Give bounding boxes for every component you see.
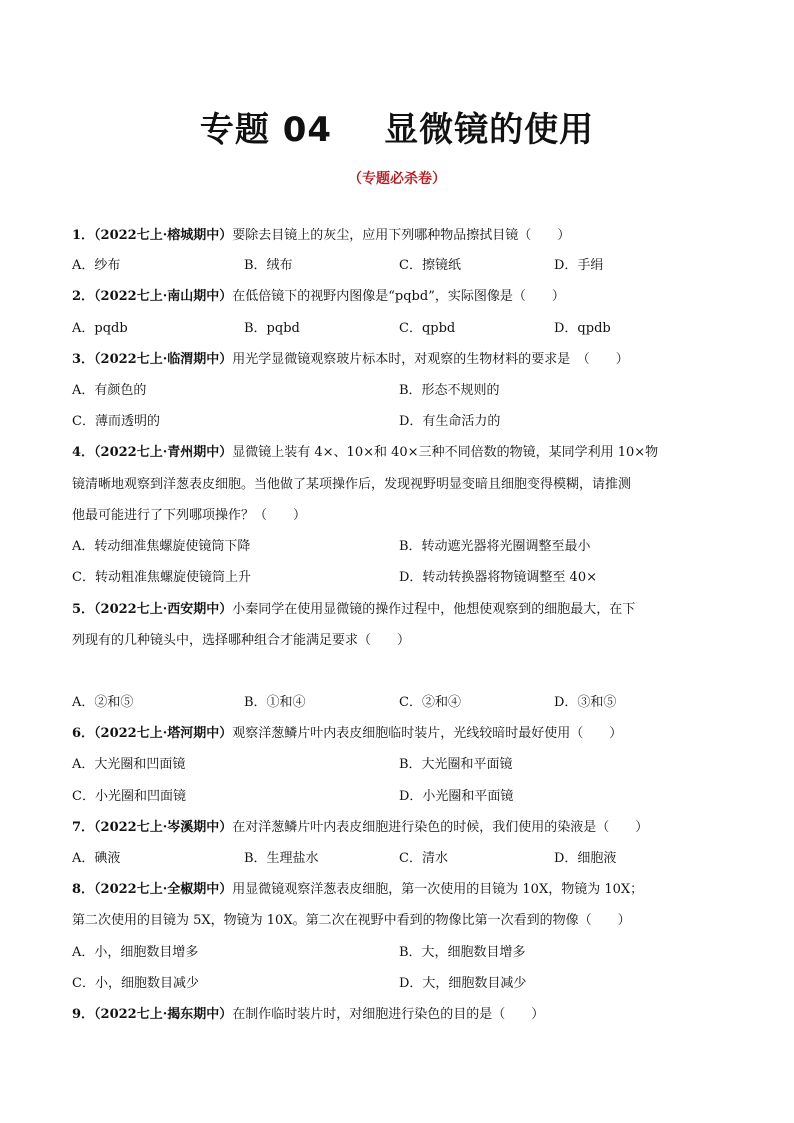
q7-option-d: D．细胞液 <box>554 851 617 866</box>
q8-option-d: D．大，细胞数目减少 <box>399 976 527 991</box>
q2-option-a: A．pqdb <box>72 321 128 336</box>
question-4-line-3: 他最可能进行了下列哪项操作？（ ） <box>72 508 307 523</box>
q4-option-c: C．转动粗准焦螺旋使镜筒上升 <box>72 570 251 585</box>
q3-option-c: C．薄而透明的 <box>72 414 160 429</box>
q1-option-a: A．纱布 <box>72 258 121 273</box>
title-topic: 显微镜的使用 <box>384 110 595 150</box>
q5-option-d: D．③和⑤ <box>554 695 617 710</box>
question-9: 9．（2022七上·揭东期中）在制作临时装片时，对细胞进行染色的目的是（ ） <box>72 1007 545 1022</box>
q8-option-a: A．小，细胞数目增多 <box>72 945 199 960</box>
q3-option-b: B．形态不规则的 <box>399 383 500 398</box>
q6-option-c: C．小光圈和凹面镜 <box>72 789 186 804</box>
q5-option-c: C．②和④ <box>399 695 461 710</box>
page-subtitle: （专题必杀卷） <box>348 171 446 187</box>
question-6: 6．（2022七上·塔河期中）观察洋葱鳞片叶内表皮细胞临时装片，光线较暗时最好使用（ ） <box>72 726 623 741</box>
q5-option-a: A．②和⑤ <box>72 695 134 710</box>
q3-option-a: A．有颜色的 <box>72 383 147 398</box>
question-1: 1．（2022七上·榕城期中）要除去目镜上的灰尘，应用下列哪种物品擦拭目镜（ ） <box>72 228 571 243</box>
q4-option-b: B．转动遮光器将光圈调整至最小 <box>399 539 591 554</box>
q2-option-d: D．qpdb <box>554 321 611 336</box>
question-3: 3．（2022七上·临渭期中）用光学显微镜观察玻片标本时，对观察的生物材料的要求是 （ ） <box>72 352 629 367</box>
q4-option-a: A．转动细准焦螺旋使镜筒下降 <box>72 539 251 554</box>
question-4-line-2: 镜清晰地观察到洋葱表皮细胞。当他做了某项操作后，发现视野明显变暗且细胞变得模糊，请推测 <box>72 477 632 492</box>
q6-option-a: A．大光圈和凹面镜 <box>72 757 186 772</box>
q2-option-b: B．pqbd <box>244 321 300 336</box>
q2-option-c: C．qpbd <box>399 321 456 336</box>
question-2: 2．（2022七上·南山期中）在低倍镜下的视野内图像是“pqbd”，实际图像是（ ） <box>72 289 565 304</box>
q1-option-c: C．擦镜纸 <box>399 258 461 273</box>
question-5-line-2: 列现有的几种镜头中，选择哪种组合才能满足要求（ ） <box>72 633 411 648</box>
q7-option-a: A．碘液 <box>72 851 121 866</box>
q6-option-b: B．大光圈和平面镜 <box>399 757 513 772</box>
page-title <box>0 102 794 151</box>
title-main: 专题 04 <box>199 110 333 150</box>
q6-option-d: D．小光圈和平面镜 <box>399 789 514 804</box>
question-7: 7．（2022七上·岑溪期中）在对洋葱鳞片叶内表皮细胞进行染色的时候，我们使用的染液是（ ） <box>72 820 649 835</box>
q8-option-b: B．大，细胞数目增多 <box>399 945 526 960</box>
question-4: 4．（2022七上·青州期中）显微镜上装有 4×、10×和 40×三种不同倍数的物镜，某同学利用 10×物 <box>72 445 659 460</box>
q7-option-b: B．生理盐水 <box>244 851 319 866</box>
question-8: 8．（2022七上·全椒期中）用显微镜观察洋葱表皮细胞，第一次使用的目镜为 10X，物镜为 10X； <box>72 882 644 897</box>
q3-option-d: D．有生命活力的 <box>399 414 501 429</box>
q8-option-c: C．小，细胞数目减少 <box>72 976 199 991</box>
q5-option-b: B．①和④ <box>244 695 306 710</box>
q7-option-c: C．清水 <box>399 851 448 866</box>
question-8-line-2: 第二次使用的目镜为 5X，物镜为 10X。第二次在视野中看到的物像比第一次看到的物像（ ） <box>72 913 631 928</box>
question-5: 5．（2022七上·西安期中）小秦同学在使用显微镜的操作过程中，他想使观察到的细胞最大，在下 <box>72 602 636 617</box>
q4-option-d: D．转动转换器将物镜调整至 40× <box>399 570 597 585</box>
q1-option-d: D．手绢 <box>554 258 604 273</box>
q1-option-b: B．绒布 <box>244 258 293 273</box>
